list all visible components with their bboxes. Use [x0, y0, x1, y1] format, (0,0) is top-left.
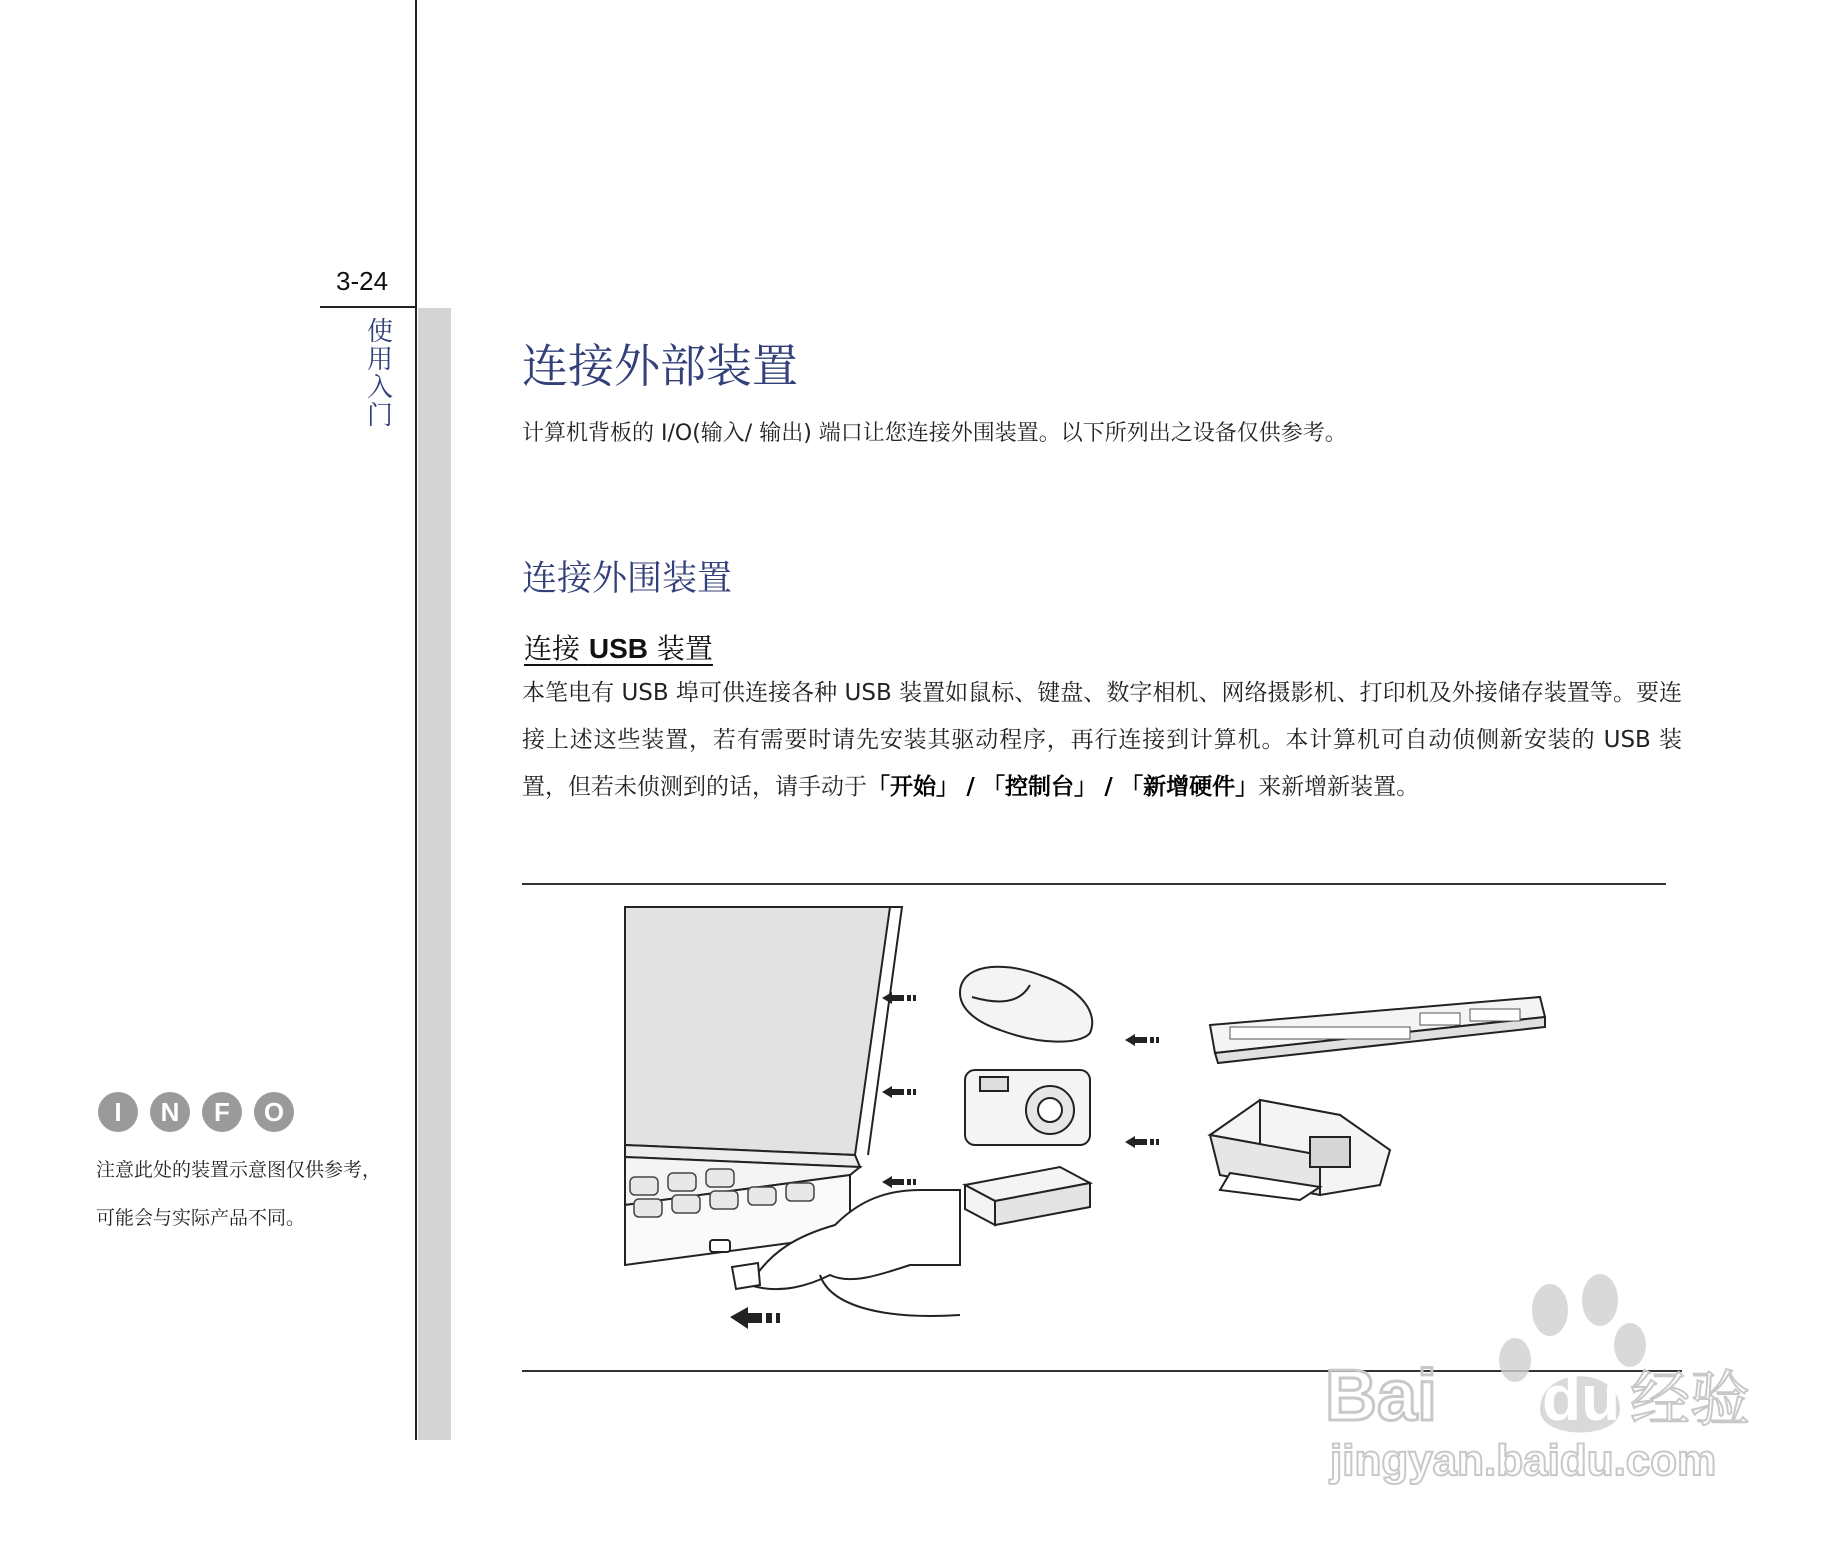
- watermark-brand: Bai: [1325, 1356, 1438, 1436]
- external-drive-icon: [965, 1167, 1090, 1225]
- info-note: 注意此处的装置示意图仅供参考，可能会与实际产品不同。: [96, 1159, 382, 1229]
- svg-text:F: F: [214, 1097, 230, 1127]
- info-logo: [96, 1090, 306, 1134]
- section-heading: 连接外围装置: [522, 559, 733, 599]
- usb-paragraph: [522, 670, 1682, 811]
- subsection-suffix: 装置: [648, 632, 713, 665]
- menu-separator: /: [1104, 774, 1113, 800]
- printer-icon: [1210, 1100, 1390, 1200]
- watermark-url: jingyan.baidu.com: [1330, 1436, 1717, 1485]
- svg-text:I: I: [114, 1097, 122, 1127]
- subsection-heading: [524, 627, 713, 667]
- margin-gray-strip: [418, 308, 451, 1440]
- paragraph-text-end: 来新增新装置。: [1258, 774, 1420, 800]
- divider-top: [522, 883, 1666, 885]
- menu-start: 「开始」: [867, 774, 959, 800]
- info-letter-f-icon: [202, 1092, 242, 1132]
- page-title: 连接外部装置: [522, 339, 798, 393]
- svg-text:O: O: [263, 1097, 285, 1127]
- intro-text: 计算机背板的 I/O(输入/ 输出) 端口让您连接外围装置。以下所列出之设备仅供参考。: [522, 421, 1347, 446]
- watermark-cn: 经验: [1630, 1365, 1750, 1435]
- insert-arrow-icon: [730, 1307, 780, 1329]
- section-side-label: 使用入门: [366, 317, 393, 431]
- arrow-drive-icon: [882, 1176, 916, 1188]
- paragraph-text: 本笔电有 USB 埠可供连接各种 USB 装置如鼠标、键盘、数字相机、网络摄影机、打印机及外接储存装置等。要连接上述这些装置，若有需要时请先安装其驱动程序，再行连接到计算机。本计算机可自动侦侧新安装的 USB 装置，但若未侦测到的话，请手动于: [522, 680, 1682, 800]
- info-letter-o-icon: [254, 1092, 294, 1132]
- arrow-printer-icon: [1125, 1136, 1159, 1148]
- info-letter-n-icon: [150, 1092, 190, 1132]
- camera-icon: [965, 1070, 1090, 1145]
- margin-rule: [415, 0, 417, 1440]
- arrow-camera-icon: [882, 1086, 916, 1098]
- info-letter-i-icon: [98, 1092, 138, 1132]
- menu-add-hardware: 「新增硬件」: [1120, 774, 1259, 800]
- mouse-icon: [960, 967, 1092, 1042]
- arrow-keyboard-icon: [1125, 1034, 1159, 1046]
- subsection-prefix: 连接: [524, 632, 589, 665]
- page-number-rule: [320, 306, 416, 308]
- page-number: 3-24: [336, 266, 389, 296]
- arrow-mouse-icon: [882, 992, 916, 1004]
- menu-separator: /: [966, 774, 975, 800]
- subsection-bold: USB: [588, 633, 649, 664]
- keyboard-icon: [1210, 997, 1545, 1063]
- laptop-icon: [625, 907, 960, 1316]
- baidu-watermark: [1320, 1270, 1780, 1500]
- svg-text:N: N: [160, 1097, 180, 1127]
- menu-control-panel: 「控制台」: [982, 774, 1098, 800]
- watermark-brand2: du: [1542, 1362, 1621, 1434]
